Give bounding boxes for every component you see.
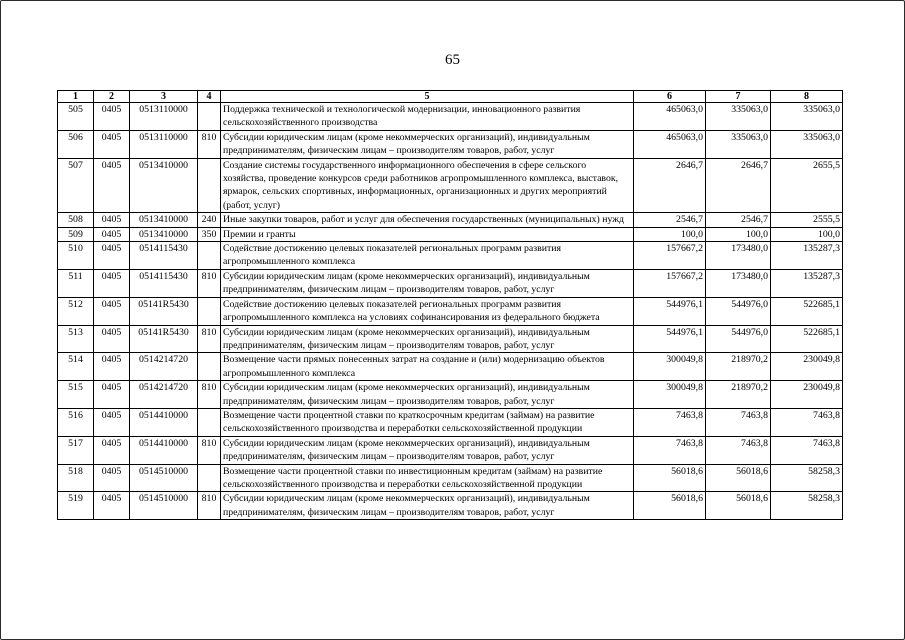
expense-type-cell: 350 (198, 227, 221, 241)
amount-col8-cell: 335063,0 (771, 130, 843, 158)
amount-col6-cell: 465063,0 (634, 130, 706, 158)
amount-col6-cell: 300049,8 (634, 353, 706, 381)
row-number-cell: 511 (58, 269, 94, 297)
column-header: 7 (706, 91, 771, 103)
amount-col8-cell: 2655,5 (771, 158, 843, 213)
amount-col6-cell: 2546,7 (634, 213, 706, 227)
row-number-cell: 509 (58, 227, 94, 241)
description-cell: Создание системы государственного информационного обеспечения в сфере сельского хозяйства, проведение конкурсов среди работников агропромышленного комплекса, выставок, ярмарок, сельских спортивных, информационных, организационных и других мероприятий (работ, услуг) (221, 158, 634, 213)
row-number-cell: 505 (58, 103, 94, 131)
target-code-cell: 0514410000 (130, 436, 198, 464)
expense-type-cell (198, 353, 221, 381)
expense-type-cell (198, 103, 221, 131)
amount-col7-cell: 335063,0 (706, 103, 771, 131)
section-code-cell: 0405 (94, 158, 130, 213)
row-number-cell: 518 (58, 464, 94, 492)
target-code-cell: 0514214720 (130, 353, 198, 381)
expense-type-cell (198, 464, 221, 492)
amount-col6-cell: 544976,1 (634, 297, 706, 325)
target-code-cell: 0513410000 (130, 227, 198, 241)
description-cell: Поддержка технической и технологической модернизации, инновационного развития сельскохозяйственного производства (221, 103, 634, 131)
expense-type-cell: 810 (198, 436, 221, 464)
description-cell: Содействие достижению целевых показателей региональных программ развития агропромышленного комплекса (221, 242, 634, 270)
section-code-cell: 0405 (94, 381, 130, 409)
description-cell: Возмещение части процентной ставки по инвестиционным кредитам (займам) на развитие сельскохозяйственного производства и переработки сельскохозяйственной продукции (221, 464, 634, 492)
amount-col6-cell: 100,0 (634, 227, 706, 241)
amount-col6-cell: 7463,8 (634, 436, 706, 464)
description-cell: Субсидии юридическим лицам (кроме некоммерческих организаций), индивидуальным предпринимателям, физическим лицам – производителям товаров, работ, услуг (221, 130, 634, 158)
target-code-cell: 0513110000 (130, 103, 198, 131)
amount-col7-cell: 544976,0 (706, 325, 771, 353)
amount-col7-cell: 7463,8 (706, 408, 771, 436)
amount-col8-cell: 135287,3 (771, 242, 843, 270)
amount-col6-cell: 465063,0 (634, 103, 706, 131)
table-row (58, 158, 843, 213)
row-number-cell: 513 (58, 325, 94, 353)
table-row (58, 242, 843, 270)
section-code-cell: 0405 (94, 227, 130, 241)
amount-col6-cell: 56018,6 (634, 464, 706, 492)
section-code-cell: 0405 (94, 464, 130, 492)
row-number-cell: 508 (58, 213, 94, 227)
amount-col7-cell: 56018,6 (706, 464, 771, 492)
table-row (58, 297, 843, 325)
table-row (58, 227, 843, 241)
target-code-cell: 0514510000 (130, 492, 198, 520)
expense-type-cell (198, 242, 221, 270)
section-code-cell: 0405 (94, 269, 130, 297)
expense-type-cell: 810 (198, 492, 221, 520)
amount-col7-cell: 2546,7 (706, 213, 771, 227)
amount-col8-cell: 7463,8 (771, 436, 843, 464)
amount-col6-cell: 56018,6 (634, 492, 706, 520)
description-cell: Субсидии юридическим лицам (кроме некоммерческих организаций), индивидуальным предпринимателям, физическим лицам – производителям товаров, работ, услуг (221, 325, 634, 353)
amount-col6-cell: 544976,1 (634, 325, 706, 353)
row-number-cell: 517 (58, 436, 94, 464)
description-cell: Субсидии юридическим лицам (кроме некоммерческих организаций), индивидуальным предпринимателям, физическим лицам – производителям товаров, работ, услуг (221, 436, 634, 464)
row-number-cell: 512 (58, 297, 94, 325)
section-code-cell: 0405 (94, 325, 130, 353)
amount-col8-cell: 58258,3 (771, 492, 843, 520)
amount-col6-cell: 7463,8 (634, 408, 706, 436)
amount-col8-cell: 135287,3 (771, 269, 843, 297)
amount-col7-cell: 2646,7 (706, 158, 771, 213)
description-cell: Возмещение части процентной ставки по краткосрочным кредитам (займам) на развитие сельскохозяйственного производства и переработки сельскохозяйственной продукции (221, 408, 634, 436)
row-number-cell: 506 (58, 130, 94, 158)
section-code-cell: 0405 (94, 130, 130, 158)
amount-col7-cell: 335063,0 (706, 130, 771, 158)
table-row (58, 213, 843, 227)
column-header: 5 (221, 91, 634, 103)
amount-col8-cell: 230049,8 (771, 381, 843, 409)
target-code-cell: 0514510000 (130, 464, 198, 492)
target-code-cell: 0513110000 (130, 130, 198, 158)
amount-col8-cell: 230049,8 (771, 353, 843, 381)
column-header: 8 (771, 91, 843, 103)
amount-col7-cell: 173480,0 (706, 242, 771, 270)
description-cell: Содействие достижению целевых показателей региональных программ развития агропромышленного комплекса на условиях софинансирования из федерального бюджета (221, 297, 634, 325)
amount-col7-cell: 218970,2 (706, 381, 771, 409)
table-row (58, 103, 843, 131)
amount-col8-cell: 2555,5 (771, 213, 843, 227)
table-row (58, 130, 843, 158)
section-code-cell: 0405 (94, 492, 130, 520)
column-header: 3 (130, 91, 198, 103)
column-header: 2 (94, 91, 130, 103)
section-code-cell: 0405 (94, 353, 130, 381)
table-row (58, 464, 843, 492)
amount-col6-cell: 157667,2 (634, 269, 706, 297)
description-cell: Субсидии юридическим лицам (кроме некоммерческих организаций), индивидуальным предпринимателям, физическим лицам – производителям товаров, работ, услуг (221, 269, 634, 297)
target-code-cell: 0514214720 (130, 381, 198, 409)
row-number-cell: 507 (58, 158, 94, 213)
amount-col7-cell: 100,0 (706, 227, 771, 241)
page-number: 65 (445, 52, 460, 68)
column-header: 1 (58, 91, 94, 103)
target-code-cell: 0514410000 (130, 408, 198, 436)
table-row (58, 353, 843, 381)
table-row (58, 381, 843, 409)
target-code-cell: 0514115430 (130, 242, 198, 270)
description-cell: Возмещение части прямых понесенных затрат на создание и (или) модернизацию объектов агропромышленного комплекса (221, 353, 634, 381)
amount-col7-cell: 544976,0 (706, 297, 771, 325)
section-code-cell: 0405 (94, 297, 130, 325)
row-number-cell: 519 (58, 492, 94, 520)
amount-col7-cell: 173480,0 (706, 269, 771, 297)
row-number-cell: 514 (58, 353, 94, 381)
column-header: 6 (634, 91, 706, 103)
amount-col7-cell: 218970,2 (706, 353, 771, 381)
expense-type-cell: 810 (198, 130, 221, 158)
target-code-cell: 05141R5430 (130, 297, 198, 325)
expense-type-cell: 810 (198, 381, 221, 409)
row-number-cell: 516 (58, 408, 94, 436)
column-header: 4 (198, 91, 221, 103)
amount-col8-cell: 522685,1 (771, 297, 843, 325)
expense-type-cell: 810 (198, 269, 221, 297)
amount-col8-cell: 100,0 (771, 227, 843, 241)
table-row (58, 408, 843, 436)
description-cell: Иные закупки товаров, работ и услуг для обеспечения государственных (муниципальных) нужд (221, 213, 634, 227)
amount-col6-cell: 157667,2 (634, 242, 706, 270)
target-code-cell: 05141R5430 (130, 325, 198, 353)
table-row (58, 436, 843, 464)
section-code-cell: 0405 (94, 242, 130, 270)
expense-type-cell (198, 297, 221, 325)
description-cell: Субсидии юридическим лицам (кроме некоммерческих организаций), индивидуальным предпринимателям, физическим лицам – производителям товаров, работ, услуг (221, 381, 634, 409)
expense-type-cell (198, 408, 221, 436)
amount-col6-cell: 300049,8 (634, 381, 706, 409)
section-code-cell: 0405 (94, 213, 130, 227)
target-code-cell: 0513410000 (130, 213, 198, 227)
amount-col7-cell: 56018,6 (706, 492, 771, 520)
section-code-cell: 0405 (94, 436, 130, 464)
expense-type-cell: 810 (198, 325, 221, 353)
target-code-cell: 0514115430 (130, 269, 198, 297)
amount-col8-cell: 335063,0 (771, 103, 843, 131)
budget-table (57, 90, 843, 520)
table-row (58, 325, 843, 353)
target-code-cell: 0513410000 (130, 158, 198, 213)
expense-type-cell: 240 (198, 213, 221, 227)
table-row (58, 269, 843, 297)
description-cell: Субсидии юридическим лицам (кроме некоммерческих организаций), индивидуальным предпринимателям, физическим лицам – производителям товаров, работ, услуг (221, 492, 634, 520)
amount-col6-cell: 2646,7 (634, 158, 706, 213)
table-row (58, 492, 843, 520)
amount-col8-cell: 522685,1 (771, 325, 843, 353)
row-number-cell: 515 (58, 381, 94, 409)
description-cell: Премии и гранты (221, 227, 634, 241)
amount-col7-cell: 7463,8 (706, 436, 771, 464)
expense-type-cell (198, 158, 221, 213)
section-code-cell: 0405 (94, 103, 130, 131)
section-code-cell: 0405 (94, 408, 130, 436)
row-number-cell: 510 (58, 242, 94, 270)
amount-col8-cell: 58258,3 (771, 464, 843, 492)
header-row (58, 91, 843, 103)
amount-col8-cell: 7463,8 (771, 408, 843, 436)
